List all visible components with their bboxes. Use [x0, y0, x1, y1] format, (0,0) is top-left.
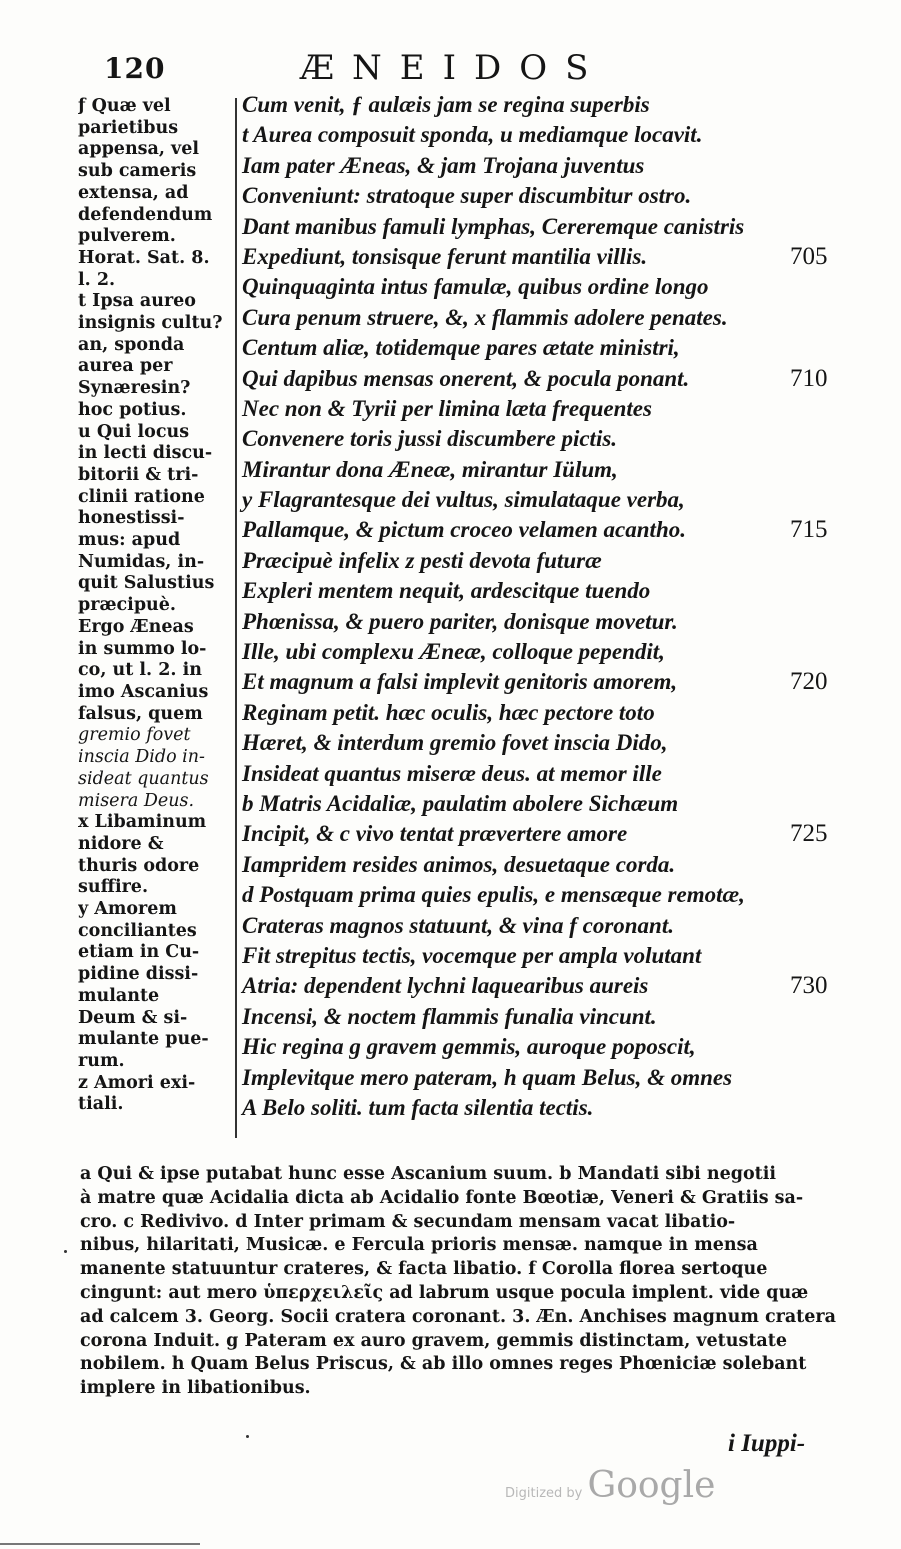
gloss-line: pulverem. [78, 226, 176, 247]
verse-text: Convenere toris jussi discumbere pictis. [242, 426, 618, 452]
verse-line [242, 455, 862, 485]
ink-speck [246, 1435, 249, 1438]
verse-text: t Aurea composuit sponda, u mediamque locavit. [242, 122, 703, 148]
verse-line [242, 728, 862, 758]
verse-text: Cura penum struere, &, x flammis adolere penates. [242, 304, 728, 330]
gloss-line: in lecti discu- [78, 443, 213, 464]
verse-text: Insideat quantus miseræ deus. at memor ille [242, 760, 662, 786]
verse-text: Dant manibus famuli lymphas, Cereremque canistris [242, 213, 745, 239]
verse-line [242, 546, 862, 576]
gloss-line: an, sponda [78, 334, 185, 355]
gloss-line: pidine dissi- [78, 964, 199, 985]
verse-text: Iam pater Æneas, & jam Trojana juventus [242, 152, 645, 178]
verse-text: Reginam petit. hæc oculis, hæc pectore toto [242, 699, 655, 725]
verse-line [242, 1002, 862, 1032]
verse-text: Ille, ubi complexu Æneæ, colloque pependit, [242, 639, 665, 665]
page-number: 120 [104, 52, 166, 85]
gloss-line: falsus, quem [78, 703, 203, 724]
verse-line [242, 364, 862, 394]
verse-text: Conveniunt: stratoque super discumbitur ostro. [242, 183, 692, 209]
gloss-line: parietibus [78, 117, 179, 138]
gloss-line: tiali. [78, 1094, 124, 1115]
digitized-watermark [505, 1465, 715, 1506]
verse-line [242, 759, 862, 789]
footnote-line: ad calcem 3. Georg. Socii cratera coronant. 3. Æn. Anchises magnum cratera [80, 1306, 836, 1327]
verse-text: Centum aliæ, totidemque pares ætate ministri, [242, 335, 680, 361]
gloss-line: extensa, ad [78, 182, 189, 203]
verse-line [242, 850, 862, 880]
gloss-line: t Ipsa aureo [78, 291, 196, 312]
line-number: 715 [790, 516, 828, 544]
gloss-line: honestissi- [78, 508, 185, 529]
verse-text: Hæret, & interdum gremio fovet inscia Dido, [242, 730, 668, 756]
footnote-line: à matre quæ Acidalia dicta ab Acidalio fonte Bœotiæ, Veneri & Gratiis sa- [80, 1187, 804, 1208]
verse-column [242, 90, 862, 1123]
verse-text: b Matris Acidaliæ, paulatim abolere Sichæum [242, 790, 679, 816]
verse-text: Hic regina g gravem gemmis, auroque poposcit, [242, 1034, 696, 1060]
verse-text: Mirantur dona Æneæ, mirantur Iülum, [242, 456, 618, 482]
gloss-line: sub cameris [78, 161, 197, 182]
gloss-line: in summo lo- [78, 638, 207, 659]
footnote-line: a Qui & ipse putabat hunc esse Ascanium suum. b Mandati sibi negotii [80, 1164, 777, 1184]
gloss-line: x Libaminum [78, 812, 207, 833]
gloss-line: y Amorem [78, 899, 177, 920]
verse-text: Quinquaginta intus famulæ, quibus ordine longo [242, 274, 709, 300]
footnote-line: cingunt: aut mero ὑπερχειλεῖς ad labrum usque pocula implent. vide quæ [80, 1282, 809, 1303]
footnote-line: nobilem. h Quam Belus Priscus, & ab illo omnes reges Phœniciæ solebant [80, 1354, 807, 1375]
gloss-line: gremio fovet [78, 725, 191, 746]
footnote-line: implere in libationibus. [80, 1378, 311, 1399]
verse-line [242, 698, 862, 728]
gloss-line: hoc potius. [78, 399, 187, 420]
gloss-line: rum. [78, 1050, 125, 1071]
verse-text: Pallamque, & pictum croceo velamen acantho. [242, 517, 686, 543]
gloss-line: insignis cultu? [78, 313, 223, 334]
verse-line [242, 515, 862, 545]
verse-line [242, 272, 862, 302]
verse-line [242, 303, 862, 333]
gloss-line: mulante [78, 985, 160, 1006]
gloss-line: defendendum [78, 204, 213, 225]
verse-line [242, 181, 862, 211]
verse-text: Crateras magnos statuunt, & vina f coronant. [242, 912, 674, 938]
verse-line [242, 789, 862, 819]
gloss-line: etiam in Cu- [78, 942, 200, 963]
watermark-prefix: Digitized by [505, 1486, 583, 1501]
verse-line [242, 667, 862, 697]
verse-text: Implevitque mero pateram, h quam Belus, & omnes [242, 1064, 733, 1090]
verse-text: A Belo soliti. tum facta silentia tectis. [242, 1094, 594, 1120]
gloss-line: mulante pue- [78, 1029, 209, 1050]
gloss-line: imo Ascanius [78, 681, 209, 702]
gloss-line: misera Deus. [78, 790, 195, 811]
gloss-line: Numidas, in- [78, 551, 205, 572]
ink-speck [64, 1250, 67, 1253]
gloss-line: clinii ratione [78, 486, 205, 507]
verse-line [242, 120, 862, 150]
gloss-line: z Amori exi- [78, 1072, 196, 1093]
verse-text: Præcipuè infelix z pesti devota futuræ [242, 547, 602, 573]
gloss-line: u Qui locus [78, 421, 190, 442]
verse-text: Nec non & Tyrii per limina læta frequentes [242, 395, 652, 421]
verse-line [242, 151, 862, 181]
gloss-line: nidore & [78, 833, 164, 854]
gloss-line: l. 2. [78, 269, 116, 290]
gloss-line: Horat. Sat. 8. [78, 247, 210, 268]
verse-text: d Postquam prima quies epulis, e mensæque remotæ, [242, 882, 745, 908]
verse-text: Expediunt, tonsisque ferunt mantilia villis. [242, 243, 648, 269]
verse-line [242, 1093, 862, 1123]
verse-text: Expleri mentem nequit, ardescitque tuendo [242, 578, 651, 604]
verse-line [242, 607, 862, 637]
footnote-line: cro. c Redivivo. d Inter primam & secundam mensam vacat libatio- [80, 1211, 736, 1232]
verse-line [242, 212, 862, 242]
gloss-line: Ergo Æneas [78, 616, 194, 637]
footnote-line: nibus, hilaritati, Musicæ. e Fercula prioris mensæ. namque in mensa [80, 1235, 758, 1256]
verse-text: Phœnissa, & puero pariter, donisque movetur. [242, 608, 678, 634]
verse-text: Qui dapibus mensas onerent, & pocula ponant. [242, 365, 690, 391]
line-number: 720 [790, 668, 828, 696]
footnote-line: corona Induit. g Pateram ex auro gravem, gemmis distinctam, vetustate [80, 1330, 787, 1351]
gloss-line: quit Salustius [78, 573, 215, 594]
column-rule [235, 98, 237, 1138]
verse-text: Et magnum a falsi implevit genitoris amorem, [242, 669, 678, 695]
gloss-line: suffire. [78, 877, 149, 898]
verse-line [242, 485, 862, 515]
verse-text: Incipit, & c vivo tentat prævertere amore [242, 821, 628, 847]
gloss-line: inscia Dido in- [78, 747, 205, 768]
verse-line [242, 880, 862, 910]
verse-line [242, 971, 862, 1001]
gloss-line: thuris odore [78, 855, 200, 876]
verse-line [242, 242, 862, 272]
verse-text: Iampridem resides animos, desuetaque corda. [242, 851, 676, 877]
gloss-line: ƒ Quæ vel [78, 96, 171, 116]
line-number: 705 [790, 242, 828, 270]
gloss-line: sideat quantus [78, 768, 209, 789]
gloss-line: præcipuè. [78, 595, 177, 616]
verse-line [242, 394, 862, 424]
verse-text: Atria: dependent lychni laquearibus aureis [242, 973, 649, 999]
gloss-line: Deum & si- [78, 1007, 188, 1028]
marginal-gloss [78, 96, 230, 1116]
verse-line [242, 90, 862, 120]
gloss-line: conciliantes [78, 920, 197, 941]
verse-line [242, 424, 862, 454]
verse-line [242, 576, 862, 606]
verse-line [242, 637, 862, 667]
verse-line [242, 911, 862, 941]
footnote-line: manente statuuntur crateres, & facta libatio. f Corolla florea sertoque [80, 1259, 768, 1280]
line-number: 710 [790, 364, 828, 392]
gloss-line: bitorii & tri- [78, 464, 199, 485]
gloss-line: aurea per [78, 356, 173, 377]
verse-text: Cum venit, ƒ aulæis jam se regina superbis [242, 92, 650, 117]
scan-edge [0, 1543, 200, 1545]
verse-text: Incensi, & noctem flammis funalia vincunt. [242, 1003, 657, 1029]
running-header [0, 48, 901, 88]
gloss-line: Synæresin? [78, 378, 191, 399]
verse-line [242, 941, 862, 971]
verse-line [242, 1063, 862, 1093]
verse-line [242, 333, 862, 363]
footnotes [80, 1163, 840, 1401]
line-number: 730 [790, 972, 828, 1000]
verse-line [242, 1032, 862, 1062]
verse-text: y Flagrantesque dei vultus, simulataque verba, [242, 487, 685, 513]
gloss-line: co, ut l. 2. in [78, 660, 202, 681]
catchword: i Iuppi- [728, 1430, 806, 1457]
verse-text: Fit strepitus tectis, vocemque per ampla volutant [242, 942, 702, 968]
running-title: ÆNEIDOS [300, 48, 607, 88]
watermark-brand: Google [587, 1465, 716, 1506]
verse-line [242, 819, 862, 849]
gloss-line: appensa, vel [78, 139, 199, 160]
line-number: 725 [790, 820, 828, 848]
gloss-line: mus: apud [78, 530, 181, 551]
